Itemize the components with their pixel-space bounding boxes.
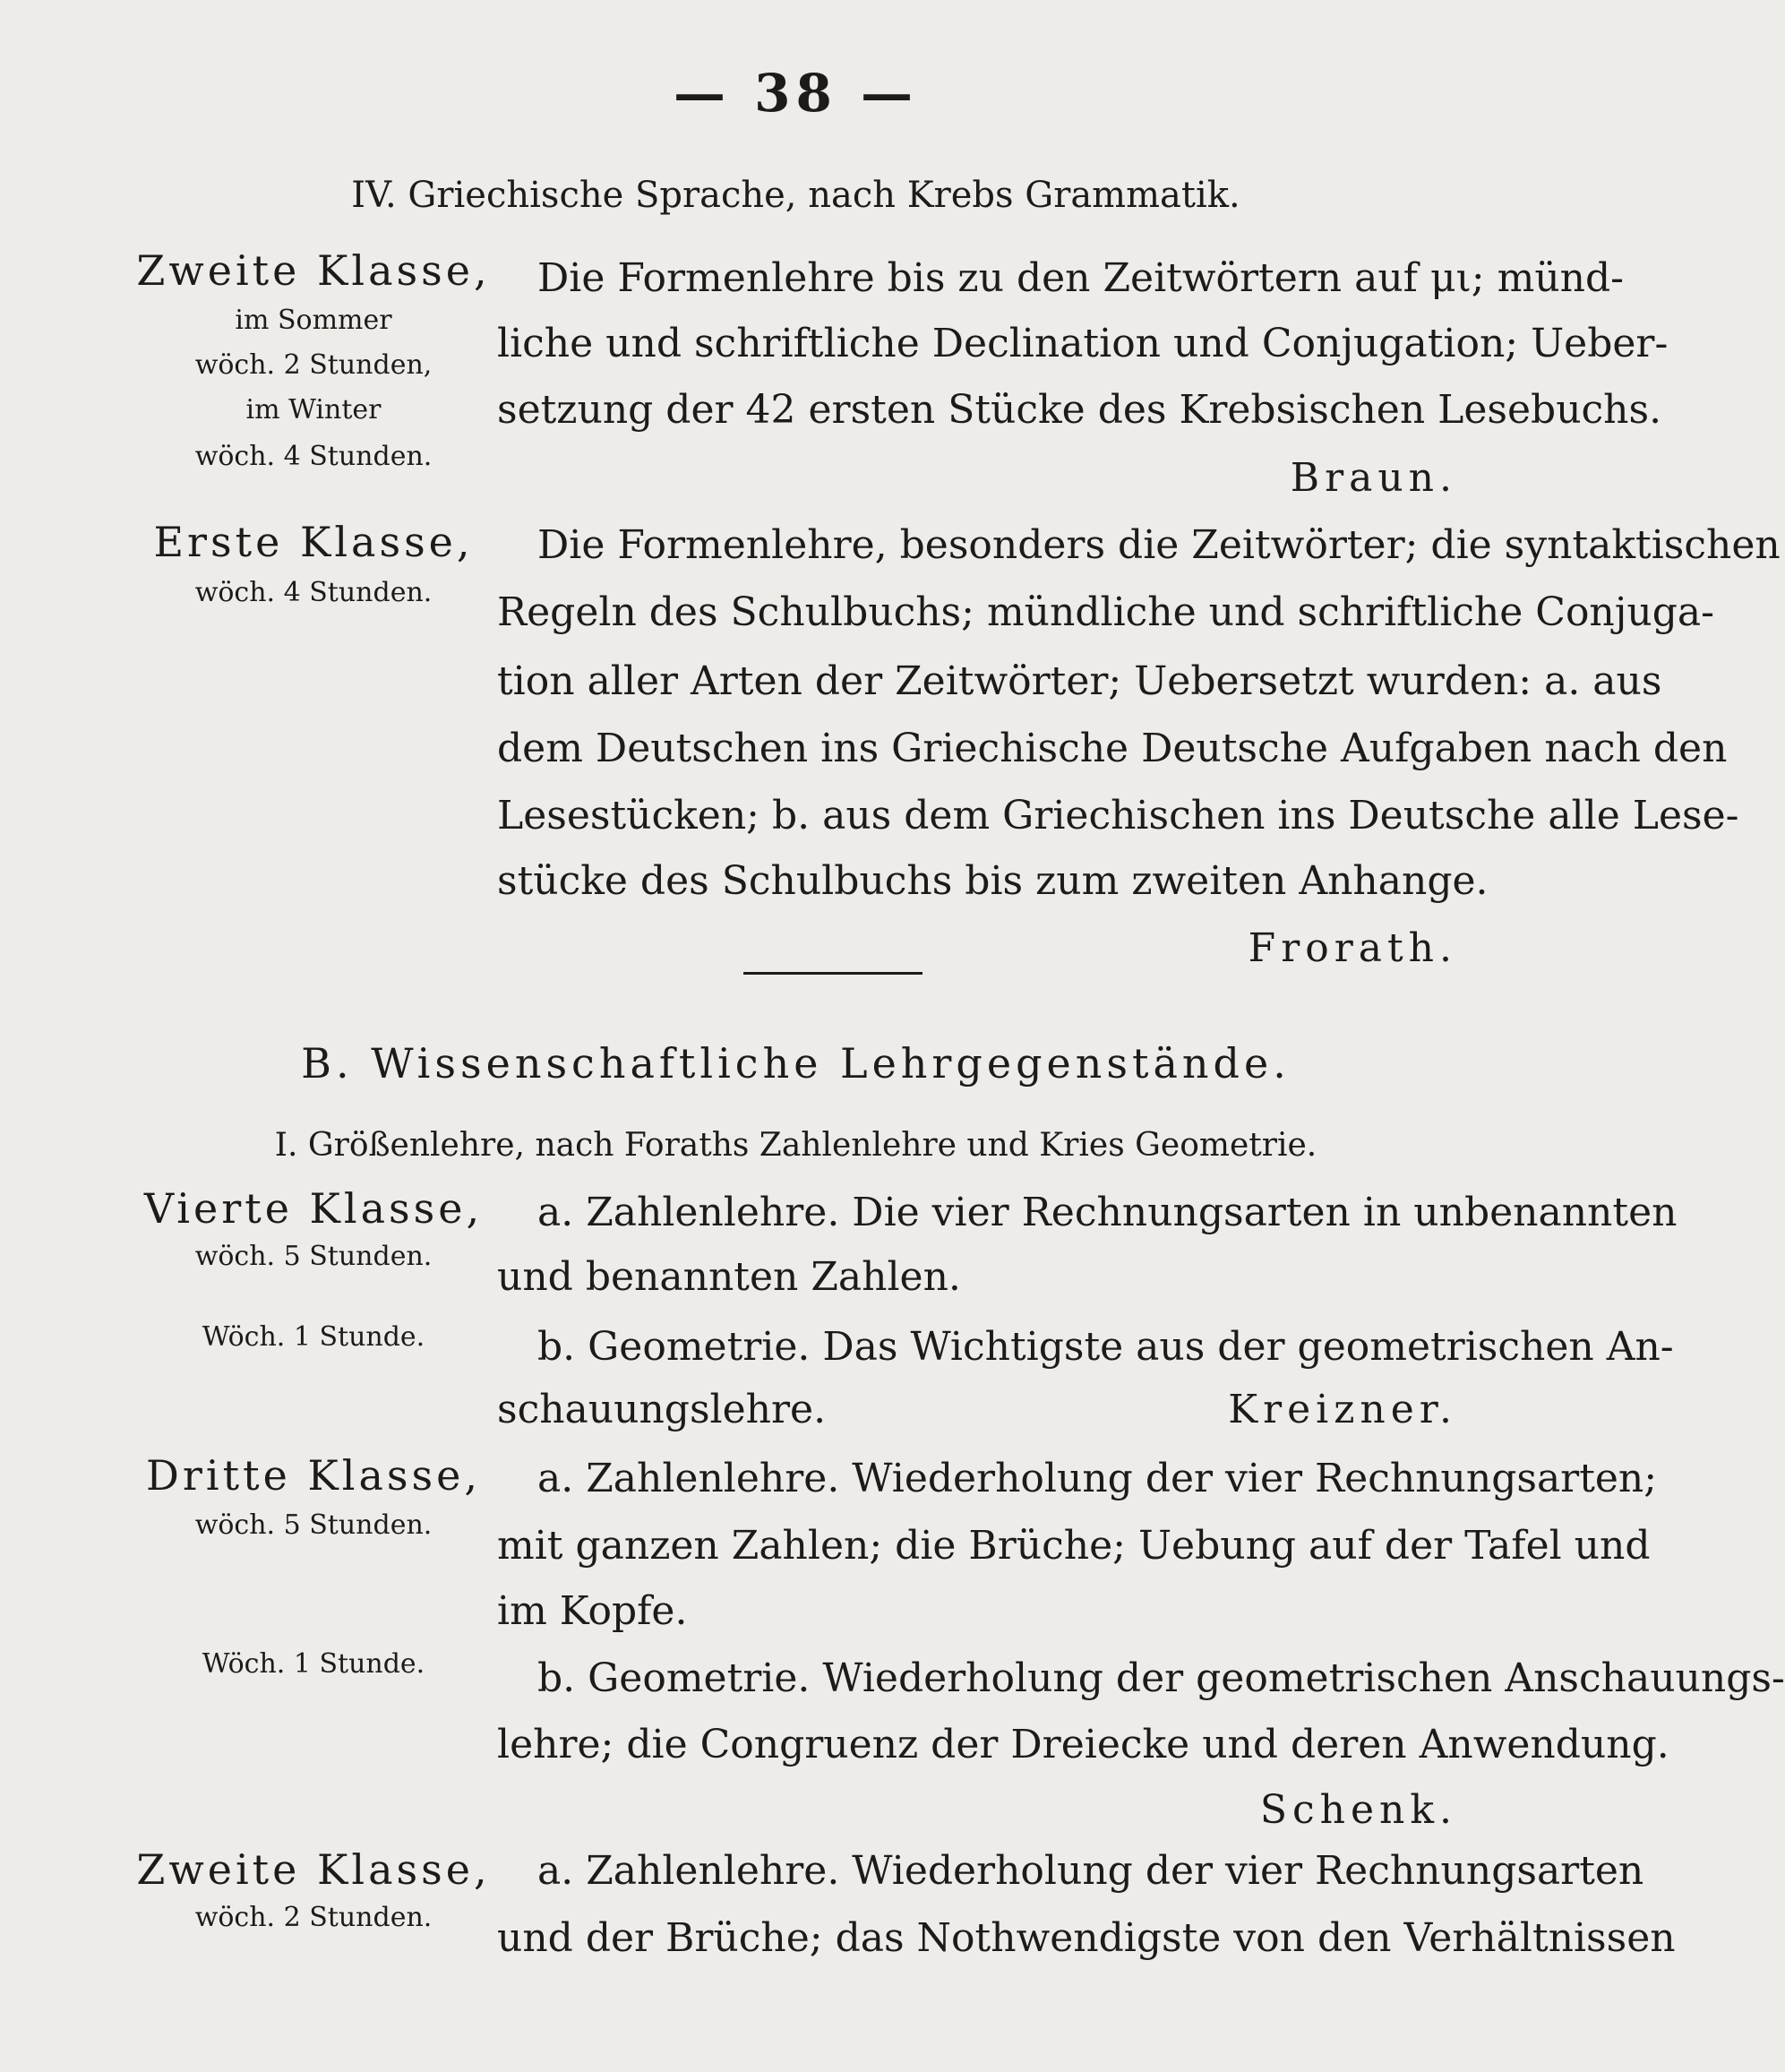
signature-schenk: Schenk. (1259, 1787, 1457, 1833)
page-number: — 38 — (673, 63, 919, 124)
class-label-zweite: Zweite Klasse, (136, 246, 491, 295)
class-sub: wöch. 2 Stunden, (194, 349, 433, 381)
class-label-erste: Erste Klasse, (153, 518, 474, 566)
text-line: a. Zahlenlehre. Die vier Rechnungsarten in unbenannten (537, 1190, 1678, 1235)
text-line: tion aller Arten der Zeitwörter; Uebersetzt wurden: a. aus (497, 658, 1662, 704)
text-line: dem Deutschen ins Griechische Deutsche Aufgaben nach den (497, 726, 1728, 771)
class-label-dritte: Dritte Klasse, (146, 1451, 481, 1500)
class-sub: wöch. 5 Stunden. (194, 1509, 433, 1541)
class-sub: im Sommer (235, 305, 392, 336)
text-line: schauungslehre. (497, 1387, 827, 1432)
signature-kreizner: Kreizner. (1228, 1387, 1457, 1432)
signature-frorath: Frorath. (1248, 925, 1457, 971)
divider-rule (743, 972, 923, 975)
text-line: Lesestücken; b. aus dem Griechischen ins Deutsche alle Lese- (497, 793, 1739, 838)
text-line: Die Formenlehre, besonders die Zeitwörter; die syntaktischen (537, 522, 1781, 568)
text-line: a. Zahlenlehre. Wiederholung der vier Rechnungsarten (537, 1848, 1644, 1894)
text-line: und der Brüche; das Nothwendigste von den Verhältnissen (497, 1915, 1676, 1961)
text-line: a. Zahlenlehre. Wiederholung der vier Rechnungsarten; (537, 1456, 1658, 1501)
section-heading-groessenlehre: I. Größenlehre, nach Foraths Zahlenlehre und Kries Geometrie. (274, 1127, 1317, 1164)
text-line: lehre; die Congruenz der Dreiecke und deren Anwendung. (497, 1722, 1669, 1767)
class-sub: Wöch. 1 Stunde. (202, 1321, 425, 1353)
class-sub: wöch. 4 Stunden. (194, 577, 433, 608)
class-sub: wöch. 5 Stunden. (194, 1241, 433, 1272)
text-line: Die Formenlehre bis zu den Zeitwörtern auf μι; münd- (537, 255, 1625, 301)
section-heading-greek: IV. Griechische Sprache, nach Krebs Grammatik. (351, 175, 1240, 216)
text-line: Regeln des Schulbuchs; mündliche und schriftliche Conjuga- (497, 589, 1715, 635)
class-sub: Wöch. 1 Stunde. (202, 1648, 425, 1680)
section-heading-b: B. Wissenschaftliche Lehrgegenstände. (301, 1039, 1291, 1088)
text-line: mit ganzen Zahlen; die Brüche; Uebung auf der Tafel und (497, 1523, 1651, 1569)
class-sub: wöch. 4 Stunden. (194, 441, 433, 472)
signature-braun: Braun. (1290, 455, 1457, 501)
text-line: stücke des Schulbuchs bis zum zweiten Anhange. (497, 858, 1489, 904)
text-line: setzung der 42 ersten Stücke des Krebsischen Lesebuchs. (497, 387, 1662, 433)
text-line: b. Geometrie. Wiederholung der geometrischen Anschauungs- (537, 1655, 1785, 1701)
text-line: im Kopfe. (497, 1588, 688, 1634)
class-sub: im Winter (245, 394, 382, 426)
text-line: liche und schriftliche Declination und Conjugation; Ueber- (497, 321, 1669, 366)
class-label-vierte: Vierte Klasse, (143, 1184, 484, 1233)
class-label-zweite: Zweite Klasse, (136, 1845, 491, 1894)
text-line: und benannten Zahlen. (497, 1254, 961, 1300)
text-line: b. Geometrie. Das Wichtigste aus der geometrischen An- (537, 1324, 1674, 1370)
class-sub: wöch. 2 Stunden. (194, 1902, 433, 1933)
